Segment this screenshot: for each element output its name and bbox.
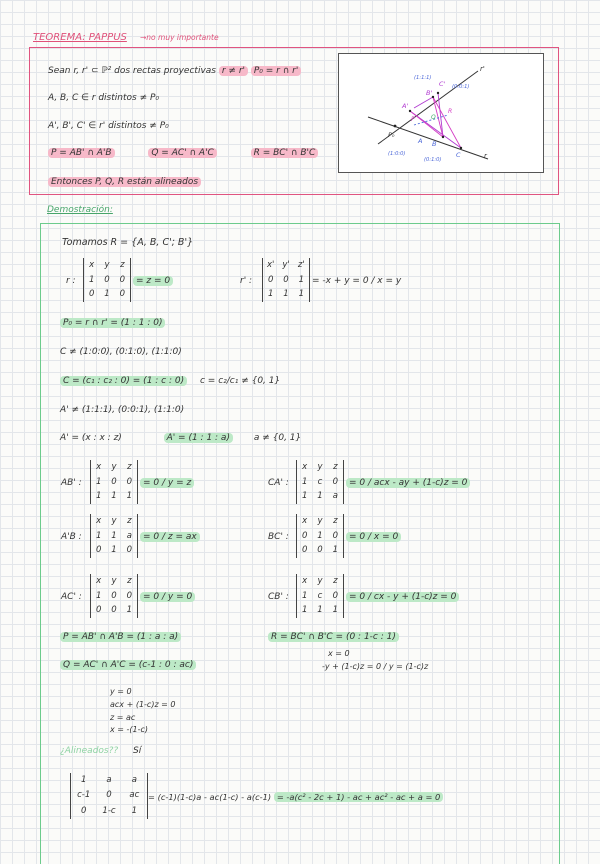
abp-label: AB' :: [61, 478, 82, 488]
ap-def: A' = (x : x : z) A' = (1 : 1 : a) a ≠ {0, 1}: [60, 433, 302, 443]
r-matrix: [83, 258, 131, 302]
label-p: P: [411, 116, 415, 123]
matrix-cell: 1: [95, 476, 102, 487]
c-condition: C ≠ (1:0:0), (0:1:0), (1:1:0): [60, 347, 182, 357]
def-q: Q = AC' ∩ A'C: [148, 148, 217, 158]
matrix-cell: x: [302, 576, 308, 586]
pappus-figure: [338, 53, 544, 173]
theorem-conclusion: Entonces P, Q, R están alineados: [48, 177, 201, 187]
matrix-cell: 1: [126, 491, 133, 502]
matrix-cell: a: [106, 775, 112, 785]
matrix-cell: x: [89, 260, 95, 270]
highlight-r-neq-rp: r ≠ r': [219, 66, 248, 76]
def-p: P = AB' ∩ A'B: [48, 148, 115, 158]
matrix-cell: x': [266, 260, 275, 270]
label-bp: B': [426, 89, 433, 97]
label-rpt: R: [448, 108, 453, 115]
r-system-1: x = 0: [328, 649, 350, 658]
matrix-cell: 1: [111, 530, 117, 541]
matrix-cell: 1-c: [102, 805, 116, 816]
matrix-cell: ac: [129, 790, 140, 801]
theorem-defs: [48, 148, 318, 158]
matrix-cell: 1: [301, 590, 308, 601]
matrix-cell: z: [333, 576, 338, 586]
matrix-cell: x: [96, 516, 102, 526]
matrix-cell: 1: [301, 605, 308, 616]
matrix-cell: x: [96, 462, 102, 472]
rp-label: r' :: [240, 276, 253, 286]
highlight-p0-def: P₀ = r ∩ r': [251, 66, 301, 76]
matrix-cell: 1: [332, 605, 339, 616]
q-result: Q = AC' ∩ A'C = (c-1 : 0 : ac): [60, 660, 196, 670]
cbp-matrix: [296, 574, 344, 618]
matrix-cell: a: [131, 775, 137, 785]
matrix-cell: 1: [332, 545, 339, 556]
matrix-cell: z: [127, 576, 132, 586]
label-r: r: [484, 152, 487, 160]
matrix-cell: 0: [126, 476, 133, 487]
matrix-cell: y: [317, 462, 323, 472]
matrix-cell: y: [111, 516, 117, 526]
matrix-cell: 0: [301, 530, 308, 541]
theorem-line-2: A, B, C ∈ r distintos ≠ P₀: [48, 93, 160, 103]
bcp-label: BC' :: [268, 532, 289, 542]
label-q: Q: [431, 114, 436, 121]
coord-111: (1:1:1): [414, 75, 432, 81]
matrix-cell: 1: [301, 491, 308, 502]
matrix-cell: x: [302, 516, 308, 526]
acp-result: = 0 / y = 0: [140, 592, 195, 602]
matrix-cell: 0: [332, 530, 339, 541]
cbp-result: = 0 / cx - y + (1-c)z = 0: [346, 592, 459, 602]
matrix-cell: y: [317, 576, 323, 586]
matrix-cell: 0: [111, 605, 117, 616]
abp-matrix: [90, 460, 138, 504]
apb-matrix: [90, 514, 138, 558]
matrix-cell: 0: [119, 289, 126, 300]
matrix-cell: y: [111, 576, 117, 586]
matrix-cell: z: [127, 462, 132, 472]
matrix-cell: 0: [88, 289, 95, 300]
matrix-cell: 1: [95, 590, 102, 601]
cbp-label: CB' :: [268, 592, 289, 602]
acp-matrix: [90, 574, 138, 618]
label-r-prime: r': [480, 65, 485, 73]
matrix-cell: z': [297, 260, 305, 270]
bcp-result: = 0 / x = 0: [346, 532, 401, 542]
p0-line: P₀ = r ∩ r' = (1 : 1 : 0): [60, 318, 165, 328]
matrix-cell: x: [302, 462, 308, 472]
q-system-1: y = 0: [110, 687, 132, 696]
r-system-2: -y + (1-c)z = 0 / y = (1-c)z: [322, 662, 429, 671]
matrix-cell: c: [317, 590, 323, 601]
rp-matrix: [262, 258, 310, 302]
matrix-cell: 1: [298, 289, 305, 300]
aligned-question: ¿Alineados?? Sí: [60, 746, 142, 756]
matrix-cell: 0: [119, 274, 126, 285]
label-p0: P₀: [388, 131, 395, 139]
acp-label: AC' :: [61, 592, 82, 602]
matrix-cell: 1: [317, 530, 323, 541]
matrix-cell: 0: [126, 545, 133, 556]
r-intersection: R = BC' ∩ B'C = (0 : 1-c : 1): [268, 632, 399, 642]
matrix-cell: 1: [111, 491, 117, 502]
def-r: R = BC' ∩ B'C: [251, 148, 319, 158]
matrix-cell: 0: [111, 590, 117, 601]
r-result: = z = 0: [133, 276, 173, 286]
matrix-cell: 1: [80, 775, 87, 785]
matrix-cell: 0: [332, 590, 339, 601]
matrix-cell: c: [317, 476, 323, 487]
c-param: C = (c₁ : c₂ : 0) = (1 : c : 0) c = c₂/c₁ ≠ {0, 1}: [60, 376, 280, 386]
label-c: C: [456, 151, 461, 159]
matrix-cell: 0: [95, 605, 102, 616]
matrix-cell: z: [333, 462, 338, 472]
abp-result: = 0 / y = z: [140, 478, 194, 488]
matrix-cell: 0: [283, 274, 289, 285]
theorem-line-1: Sean r, r' ⊂ ℙ² dos rectas proyectivas r ≠ r' P₀ = r ∩ r': [48, 66, 301, 76]
matrix-cell: 0: [126, 590, 133, 601]
coord-001: (0:0:1): [452, 84, 470, 90]
matrix-cell: 1: [131, 805, 138, 816]
matrix-cell: c-1: [77, 790, 91, 801]
matrix-cell: 0: [301, 545, 308, 556]
matrix-cell: 0: [104, 274, 110, 285]
matrix-cell: 1: [298, 274, 305, 285]
proof-frame: Tomamos R = {A, B, C'; B'}: [62, 237, 194, 248]
matrix-cell: 1: [283, 289, 289, 300]
label-a: A: [418, 137, 423, 145]
matrix-cell: 1: [126, 605, 133, 616]
matrix-cell: x: [96, 576, 102, 586]
p-result: P = AB' ∩ A'B = (1 : a : a): [60, 632, 181, 642]
label-b: B: [432, 140, 437, 148]
rp-result: = -x + y = 0 / x = y: [312, 276, 402, 286]
matrix-cell: y': [282, 260, 290, 270]
matrix-cell: 0: [111, 476, 117, 487]
label-ap: A': [402, 102, 409, 110]
matrix-cell: 1: [301, 476, 308, 487]
matrix-cell: 1: [317, 605, 323, 616]
cap-label: CA' :: [268, 478, 289, 488]
matrix-cell: 1: [317, 491, 323, 502]
apb-label: A'B :: [61, 532, 82, 542]
matrix-cell: y: [104, 260, 110, 270]
ap-condition: A' ≠ (1:1:1), (0:0:1), (1:1:0): [60, 405, 185, 415]
coord-100: (1:0:0): [388, 151, 406, 157]
matrix-cell: z: [333, 516, 338, 526]
matrix-cell: 1: [104, 289, 110, 300]
matrix-cell: 1: [88, 274, 95, 285]
r-label: r :: [66, 276, 76, 286]
matrix-cell: 1: [95, 530, 102, 541]
apb-result: = 0 / z = ax: [140, 532, 200, 542]
matrix-cell: 0: [95, 545, 102, 556]
matrix-cell: 1: [111, 545, 117, 556]
matrix-cell: 0: [80, 805, 87, 816]
cap-result: = 0 / acx - ay + (1-c)z = 0: [346, 478, 470, 488]
proof-heading: Demostración:: [47, 205, 113, 215]
theorem-title: TEOREMA: PAPPUS: [33, 32, 127, 43]
label-cp: C': [439, 80, 446, 88]
matrix-cell: z: [127, 516, 132, 526]
det-matrix: [70, 773, 148, 819]
matrix-cell: 0: [267, 274, 274, 285]
matrix-cell: 0: [332, 476, 339, 487]
q-system-3: z = ac: [110, 713, 136, 722]
theorem-line-3: A', B', C' ∈ r' distintos ≠ P₀: [48, 121, 169, 131]
coord-010: (0:1:0): [424, 157, 442, 163]
matrix-cell: y: [317, 516, 323, 526]
q-system-4: x = -(1-c): [110, 725, 149, 734]
cap-matrix: [296, 460, 344, 504]
importance-note: →no muy importante: [140, 33, 219, 42]
matrix-cell: 0: [106, 790, 112, 801]
matrix-cell: z: [120, 260, 125, 270]
matrix-cell: a: [126, 530, 132, 541]
matrix-cell: y: [111, 462, 117, 472]
det-expansion: = (c-1)(1-c)a - ac(1-c) - a(c-1) = -a(c² - 2c + 1) - ac + ac² - ac + a = 0: [148, 792, 443, 802]
q-system-2: acx + (1-c)z = 0: [110, 700, 176, 709]
matrix-cell: a: [332, 491, 338, 502]
matrix-cell: 1: [95, 491, 102, 502]
matrix-cell: 1: [267, 289, 274, 300]
bcp-matrix: [296, 514, 344, 558]
matrix-cell: 0: [317, 545, 323, 556]
